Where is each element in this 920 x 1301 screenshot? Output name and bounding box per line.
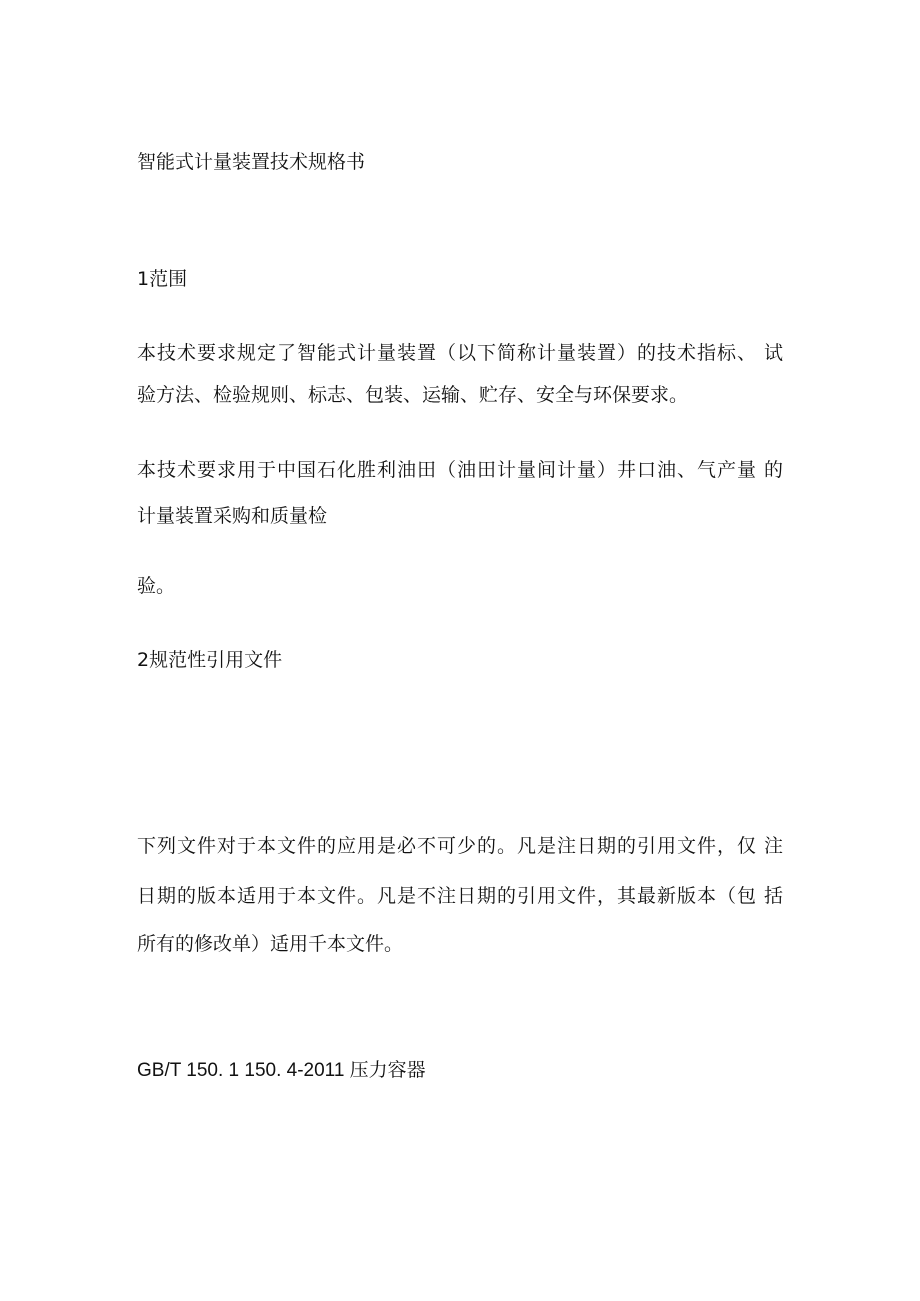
section-2-heading: 2规范性引用文件: [137, 649, 283, 671]
paragraph-line: 下列文件对于本文件的应用是必不可少的。凡是注日期的引用文件，仅 注: [137, 835, 783, 857]
paragraph-line: 日期的版本适用于本文件。凡是不注日期的引用文件，其最新版本（包 括: [137, 885, 783, 907]
section-1-heading: 1范围: [137, 268, 188, 290]
paragraph-line: 验方法、检验规则、标志、包装、运输、贮存、安全与环保要求。: [137, 384, 689, 406]
paragraph-line: 计量装置采购和质量检: [137, 505, 328, 527]
document-title: 智能式计量装置技术规格书: [137, 151, 366, 173]
paragraph-line: 所有的修改单）适用千本文件。: [137, 933, 404, 955]
paragraph-line: 本技术要求用于中国石化胜利油田（油田计量间计量）井口油、气产量 的: [137, 459, 783, 481]
reference-item: GB/T 150. 1 150. 4-2011 压力容器: [137, 1060, 426, 1081]
paragraph-line: 验。: [137, 575, 176, 597]
paragraph-line: 本技术要求规定了智能式计量装置（以下简称计量装置）的技术指标、 试: [137, 342, 783, 364]
